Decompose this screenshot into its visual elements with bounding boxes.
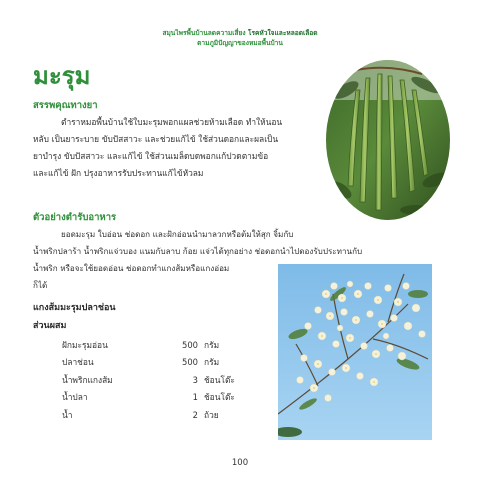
moringa-flowers-photo xyxy=(278,264,432,440)
ingredient-name: ปลาช่อน xyxy=(62,357,94,368)
page-number: 100 xyxy=(231,458,249,468)
page-title: มะรุม xyxy=(33,62,91,90)
ingredient-row xyxy=(62,336,252,354)
header-prefix: สมุนไพรพื้นบ้านลดความเสี่ยง xyxy=(162,29,248,37)
properties-heading: สรรพคุณทางยา xyxy=(33,100,98,111)
ingredient-name: น้ำปลา xyxy=(62,392,88,403)
recipe-examples-heading: ตัวอย่างตำรับอาหาร xyxy=(33,212,117,223)
ingredients-heading: ส่วนผสม xyxy=(33,321,67,331)
moringa-pods-photo xyxy=(326,60,450,220)
properties-line: ยาบำรุง ขับปัสสาวะ และแก้ไข้ ใช้ส่วนเมล็ดบดพอกแก้ปวดตามข้อ xyxy=(33,151,269,161)
recipe-examples-line: ก็ได้ xyxy=(33,280,48,290)
ingredient-unit: ถ้วย xyxy=(204,409,219,420)
properties-paragraph xyxy=(33,114,323,182)
ingredient-unit: กรัม xyxy=(204,357,220,368)
ingredient-unit: ช้อนโต๊ะ xyxy=(204,374,235,385)
ingredient-qty: 1 xyxy=(192,392,198,403)
ingredients-list xyxy=(62,336,252,424)
ingredient-name: น้ำ xyxy=(62,409,73,420)
ingredient-qty: 3 xyxy=(192,374,198,385)
ingredient-unit: กรัม xyxy=(204,339,220,350)
ingredient-row xyxy=(62,371,252,389)
ingredient-row xyxy=(62,354,252,372)
ingredient-qty: 500 xyxy=(182,339,198,350)
running-header xyxy=(0,28,480,48)
properties-line: และแก้ไข้ ฝัก ปรุงอาหารรับประทานแก้ไข้หัวลม xyxy=(33,168,204,178)
properties-line: หลับ เป็นยาระบาย ขับปัสสาวะ และช่วยแก้ไข้ ใช้ส่วนดอกและผลเป็น xyxy=(33,134,279,144)
header-line-1 xyxy=(0,28,480,38)
ingredient-qty: 500 xyxy=(182,357,198,368)
header-line-2: ตามภูมิปัญญาของหมอพื้นบ้าน xyxy=(197,39,283,47)
recipe-examples-line: น้ำพริก หรือจะใช้ยอดอ่อน ช่อดอกทำแกงส้มหรือแกงอ่อม xyxy=(33,263,230,273)
recipe-title: แกงส้มมะรุมปลาช่อน xyxy=(33,303,116,313)
ingredient-name: น้ำพริกแกงส้ม xyxy=(62,374,113,385)
properties-line: ตำราหมอพื้นบ้านใช้ใบมะรุมพอกแผลช่วยห้ามเลือด ทำให้นอน xyxy=(61,117,283,127)
ingredient-row xyxy=(62,389,252,407)
ingredient-unit: ช้อนโต๊ะ xyxy=(204,392,235,403)
recipe-examples-line: ยอดมะรุม ใบอ่อน ช่อดอก และฝักอ่อนนำมาลวกหรือต้มให้สุก จิ้มกับ xyxy=(61,229,294,239)
header-highlight: โรคหัวใจและหลอดเลือด xyxy=(247,29,318,37)
ingredient-name: ฝักมะรุมอ่อน xyxy=(62,339,108,350)
ingredient-qty: 2 xyxy=(192,409,198,420)
recipe-examples-line: น้ำพริกปลาร้า น้ำพริกแจ่วบอง แนมกับลาบ ก้อย แจ่วได้ทุกอย่าง ช่อดอกนำไปดองรับประทานกับ xyxy=(33,246,363,256)
ingredient-row xyxy=(62,406,252,424)
